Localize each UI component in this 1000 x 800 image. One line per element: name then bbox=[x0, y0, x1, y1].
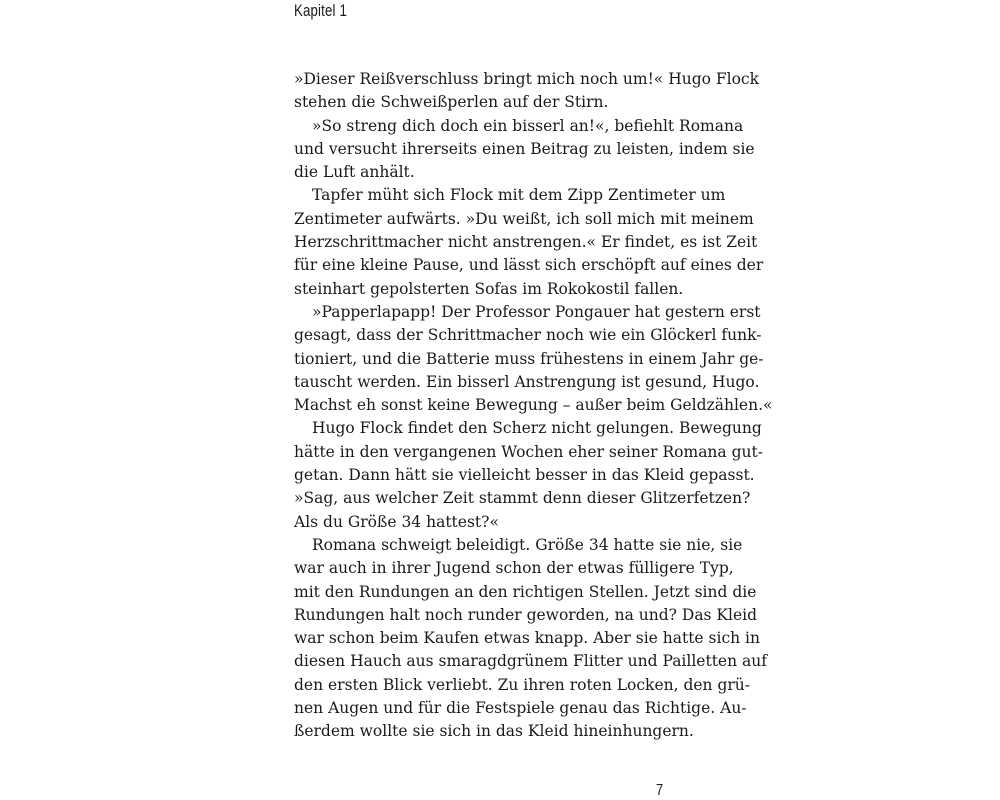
text-line: hätte in den vergangenen Wochen eher seiner Romana gut- bbox=[294, 442, 763, 461]
text-line: Zentimeter aufwärts. »Du weißt, ich soll mich mit meinem bbox=[294, 209, 754, 228]
text-line: den ersten Blick verliebt. Zu ihren roten Locken, den grü- bbox=[294, 675, 751, 694]
text-line: »Sag, aus welcher Zeit stammt denn dieser Glitzerfetzen? bbox=[294, 489, 751, 508]
text-line: Romana schweigt beleidigt. Größe 34 hatte sie nie, sie bbox=[312, 535, 743, 554]
text-line: ßerdem wollte sie sich in das Kleid hineinhungern. bbox=[294, 722, 694, 741]
text-line: Hugo Flock findet den Scherz nicht gelungen. Bewegung bbox=[312, 419, 762, 438]
text-line: nen Augen und für die Festspiele genau das Richtige. Au- bbox=[294, 699, 747, 718]
text-line: tauscht werden. Ein bisserl Anstrengung ist gesund, Hugo. bbox=[294, 372, 760, 391]
text-line: Rundungen halt noch runder geworden, na und? Das Kleid bbox=[294, 605, 758, 624]
text-line: Tapfer müht sich Flock mit dem Zipp Zentimeter um bbox=[312, 186, 726, 205]
text-line: die Luft anhält. bbox=[294, 163, 415, 182]
text-line: Herzschrittmacher nicht anstrengen.« Er findet, es ist Zeit bbox=[294, 233, 758, 252]
body-text bbox=[294, 68, 773, 744]
text-line: tioniert, und die Batterie muss frühestens in einem Jahr ge- bbox=[294, 349, 764, 368]
page-number: 7 bbox=[656, 782, 664, 799]
text-line: gesagt, dass der Schrittmacher noch wie ein Glöckerl funk- bbox=[294, 326, 762, 345]
text-line: und versucht ihrerseits einen Beitrag zu leisten, indem sie bbox=[294, 139, 755, 158]
running-head: Kapitel 1 bbox=[294, 1, 348, 20]
text-line: war auch in ihrer Jugend schon der etwas fülligere Typ, bbox=[294, 559, 734, 578]
text-line: stehen die Schweißperlen auf der Stirn. bbox=[294, 93, 609, 112]
text-line: Als du Größe 34 hattest?« bbox=[294, 512, 499, 531]
text-line: mit den Rundungen an den richtigen Stellen. Jetzt sind die bbox=[294, 582, 757, 601]
text-line: diesen Hauch aus smaragdgrünem Flitter und Pailletten auf bbox=[294, 652, 767, 671]
text-line: »So streng dich doch ein bisserl an!«, befiehlt Romana bbox=[312, 116, 744, 135]
text-line: für eine kleine Pause, und lässt sich erschöpft auf eines der bbox=[294, 256, 764, 275]
text-line: »Dieser Reißverschluss bringt mich noch um!« Hugo Flock bbox=[294, 70, 760, 88]
text-line: war schon beim Kaufen etwas knapp. Aber sie hatte sich in bbox=[294, 629, 760, 648]
text-line: steinhart gepolsterten Sofas im Rokokostil fallen. bbox=[294, 279, 684, 298]
text-line: Machst eh sonst keine Bewegung – außer beim Geldzählen.« bbox=[294, 396, 773, 415]
text-line: getan. Dann hätt sie vielleicht besser in das Kleid gepasst. bbox=[294, 466, 755, 485]
text-line: »Papperlapapp! Der Professor Pongauer hat gestern erst bbox=[312, 302, 761, 321]
